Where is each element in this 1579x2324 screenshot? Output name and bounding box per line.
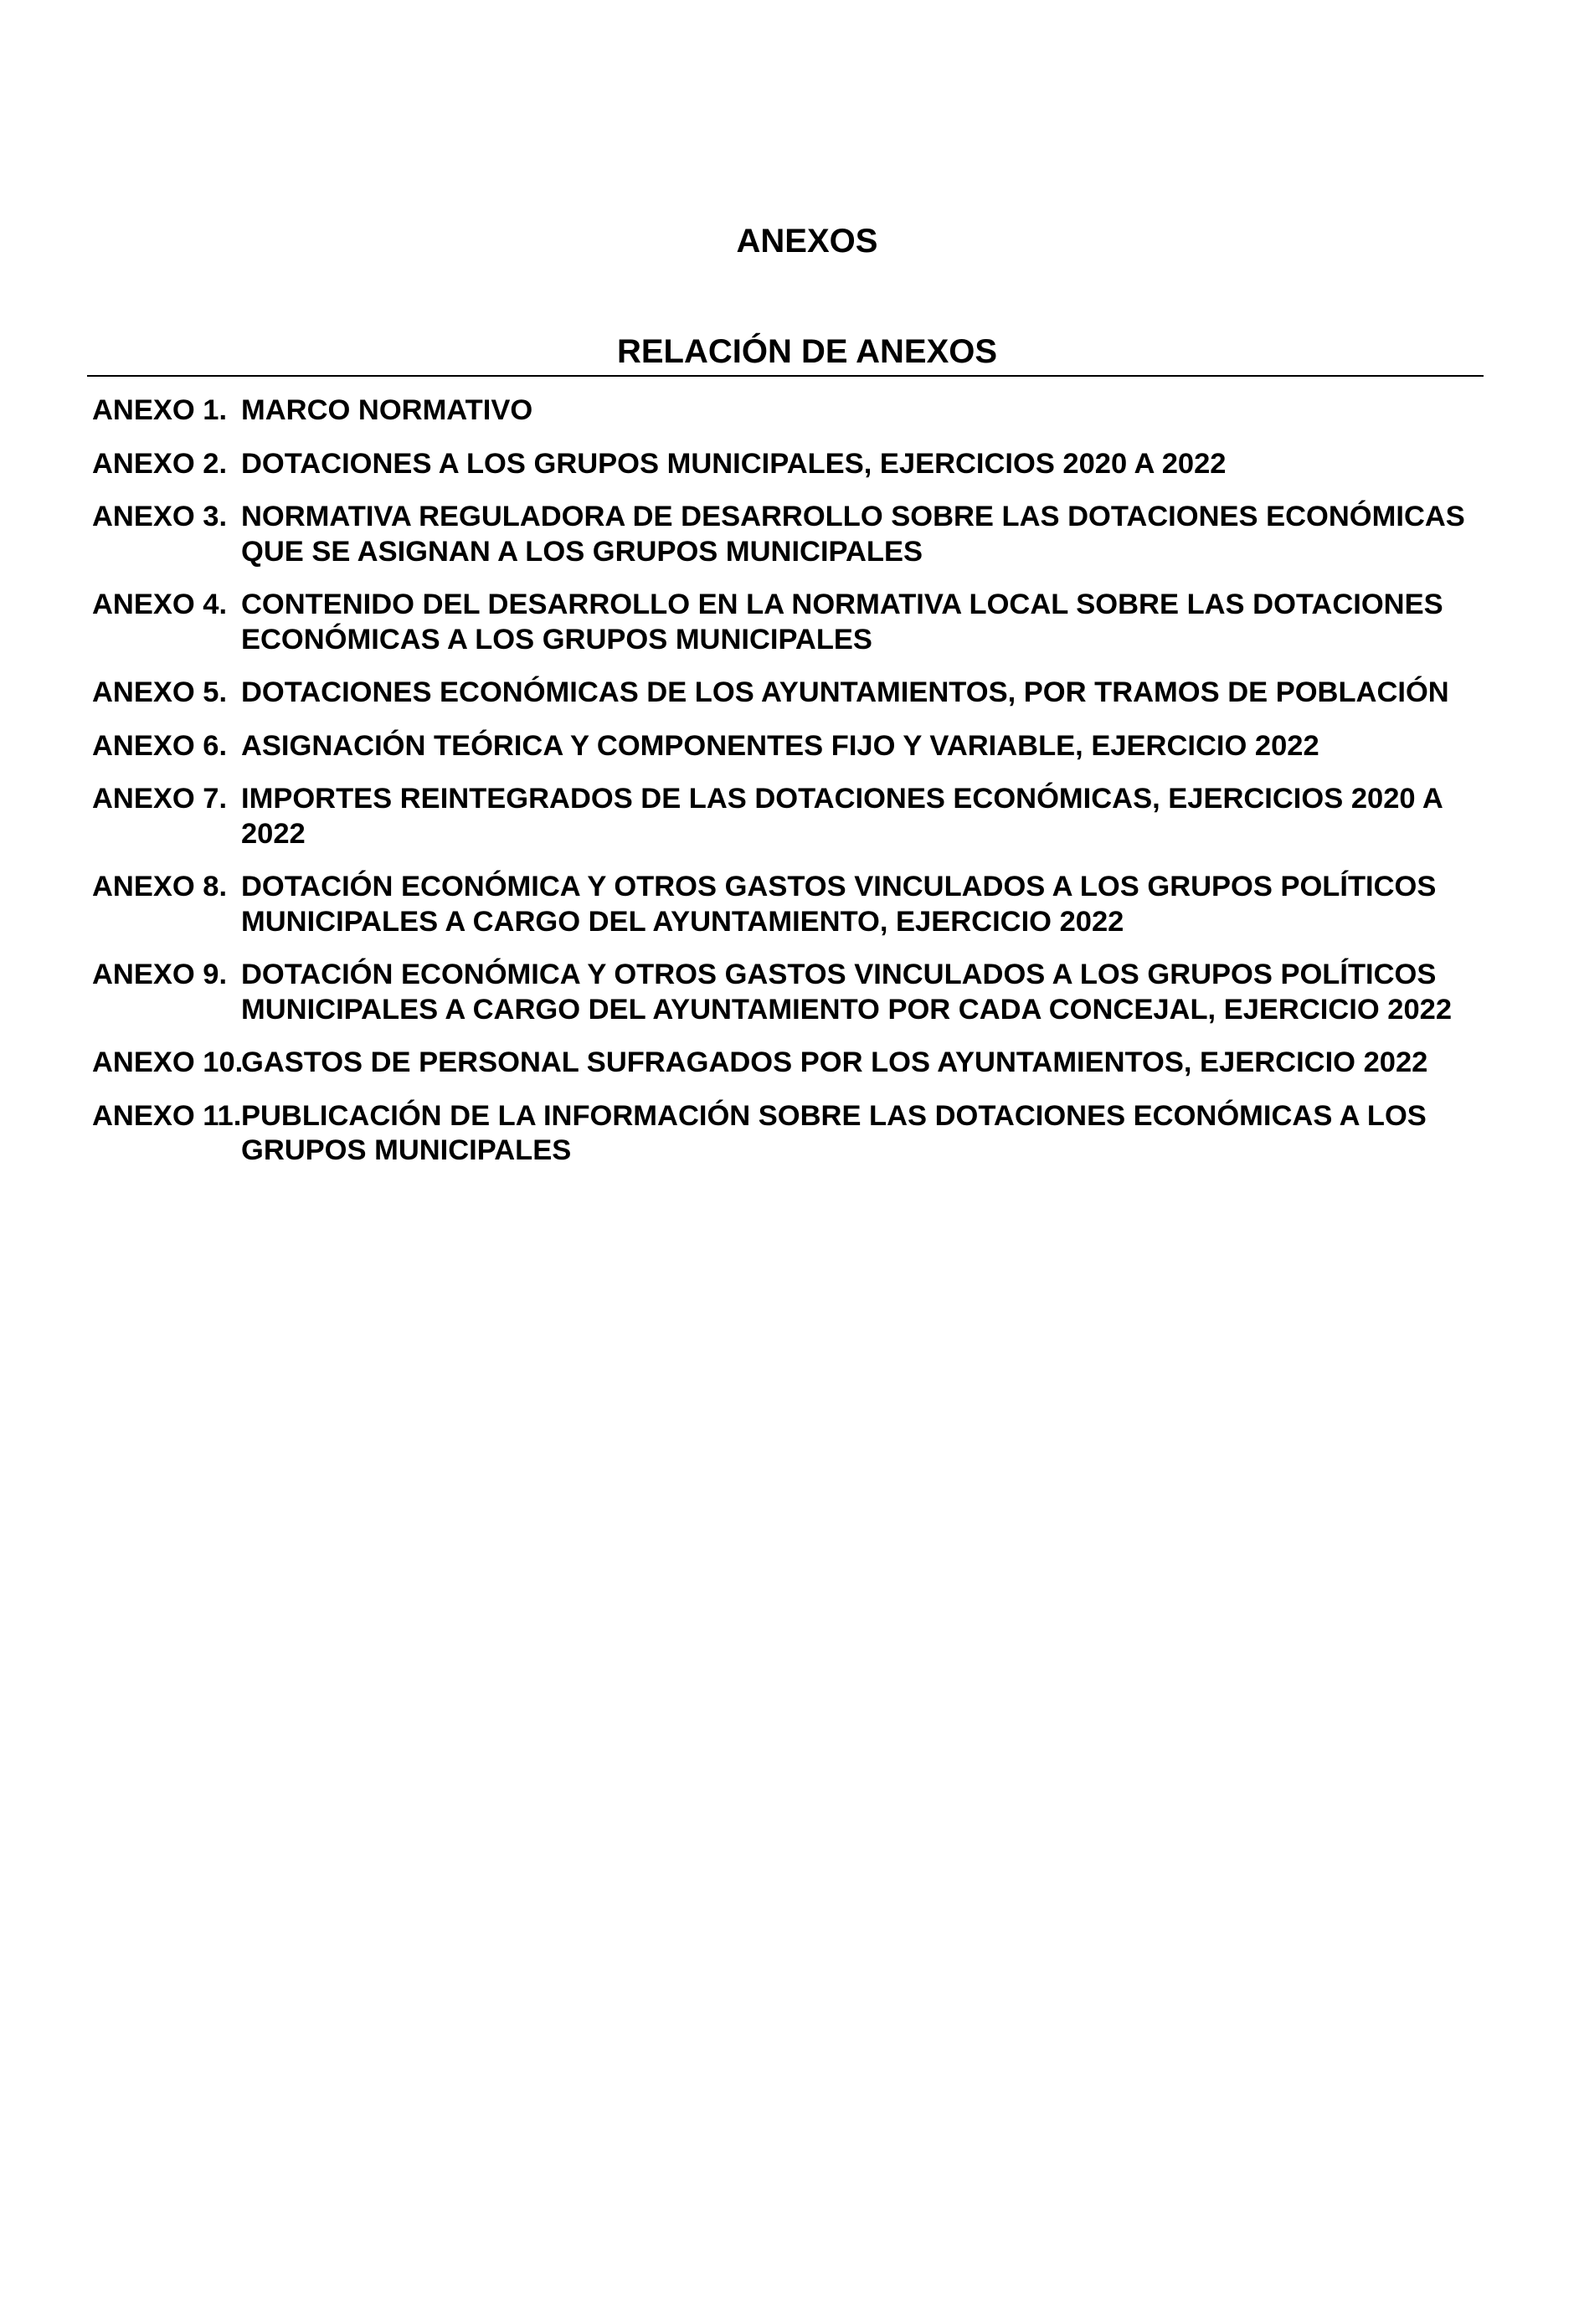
annex-title: MARCO NORMATIVO bbox=[241, 394, 533, 426]
annex-title: DOTACIÓN ECONÓMICA Y OTROS GASTOS VINCULADOS A LOS GRUPOS POLÍTICOS MUNICIPALES A CARGO DEL AYUNTAMIENTO, EJERCICIO 2022 bbox=[241, 871, 1437, 938]
annex-number: ANEXO 4. bbox=[92, 589, 228, 620]
annex-number: ANEXO 5. bbox=[92, 676, 228, 708]
annex-number: ANEXO 1. bbox=[92, 394, 228, 426]
annex-title: CONTENIDO DEL DESARROLLO EN LA NORMATIVA LOCAL SOBRE LAS DOTACIONES ECONÓMICAS A LOS GRUPOS MUNICIPALES bbox=[241, 589, 1443, 656]
annex-item bbox=[92, 729, 1474, 764]
title-underline bbox=[87, 375, 1484, 377]
annex-title: IMPORTES REINTEGRADOS DE LAS DOTACIONES ECONÓMICAS, EJERCICIOS 2020 A 2022 bbox=[241, 783, 1443, 850]
annex-item bbox=[92, 393, 1474, 429]
annex-item bbox=[92, 447, 1474, 482]
annex-number: ANEXO 10. bbox=[92, 1046, 244, 1078]
annex-title: DOTACIÓN ECONÓMICA Y OTROS GASTOS VINCULADOS A LOS GRUPOS POLÍTICOS MUNICIPALES A CARGO DEL AYUNTAMIENTO POR CADA CONCEJAL, EJERCICIO 2022 bbox=[241, 959, 1453, 1026]
annex-number: ANEXO 7. bbox=[92, 783, 228, 815]
annex-number: ANEXO 9. bbox=[92, 959, 228, 990]
annex-item bbox=[92, 500, 1474, 569]
annex-title: GASTOS DE PERSONAL SUFRAGADOS POR LOS AYUNTAMIENTOS, EJERCICIO 2022 bbox=[241, 1046, 1428, 1078]
annex-item bbox=[92, 782, 1474, 851]
annex-item bbox=[92, 1099, 1474, 1169]
annex-number: ANEXO 8. bbox=[92, 871, 228, 902]
annex-title: PUBLICACIÓN DE LA INFORMACIÓN SOBRE LAS DOTACIONES ECONÓMICAS A LOS GRUPOS MUNICIPALES bbox=[241, 1099, 1427, 1166]
annex-title: DOTACIONES ECONÓMICAS DE LOS AYUNTAMIENTOS, POR TRAMOS DE POBLACIÓN bbox=[241, 676, 1449, 708]
annex-item bbox=[92, 1046, 1474, 1081]
annex-item bbox=[92, 676, 1474, 711]
annex-title: ASIGNACIÓN TEÓRICA Y COMPONENTES FIJO Y VARIABLE, EJERCICIO 2022 bbox=[241, 729, 1319, 762]
annex-list bbox=[92, 393, 1474, 1187]
annex-number: ANEXO 11. bbox=[92, 1099, 242, 1132]
annex-number: ANEXO 6. bbox=[92, 729, 228, 762]
section-title: RELACIÓN DE ANEXOS bbox=[616, 333, 998, 370]
annex-number: ANEXO 2. bbox=[92, 447, 228, 480]
page-title: ANEXOS bbox=[736, 223, 878, 260]
annex-item bbox=[92, 958, 1474, 1027]
annex-item bbox=[92, 870, 1474, 939]
annex-title: NORMATIVA REGULADORA DE DESARROLLO SOBRE LAS DOTACIONES ECONÓMICAS QUE SE ASIGNAN A LOS GRUPOS MUNICIPALES bbox=[241, 501, 1465, 568]
annex-title: DOTACIONES A LOS GRUPOS MUNICIPALES, EJERCICIOS 2020 A 2022 bbox=[241, 447, 1227, 480]
annex-number: ANEXO 3. bbox=[92, 501, 228, 532]
annex-item bbox=[92, 588, 1474, 657]
